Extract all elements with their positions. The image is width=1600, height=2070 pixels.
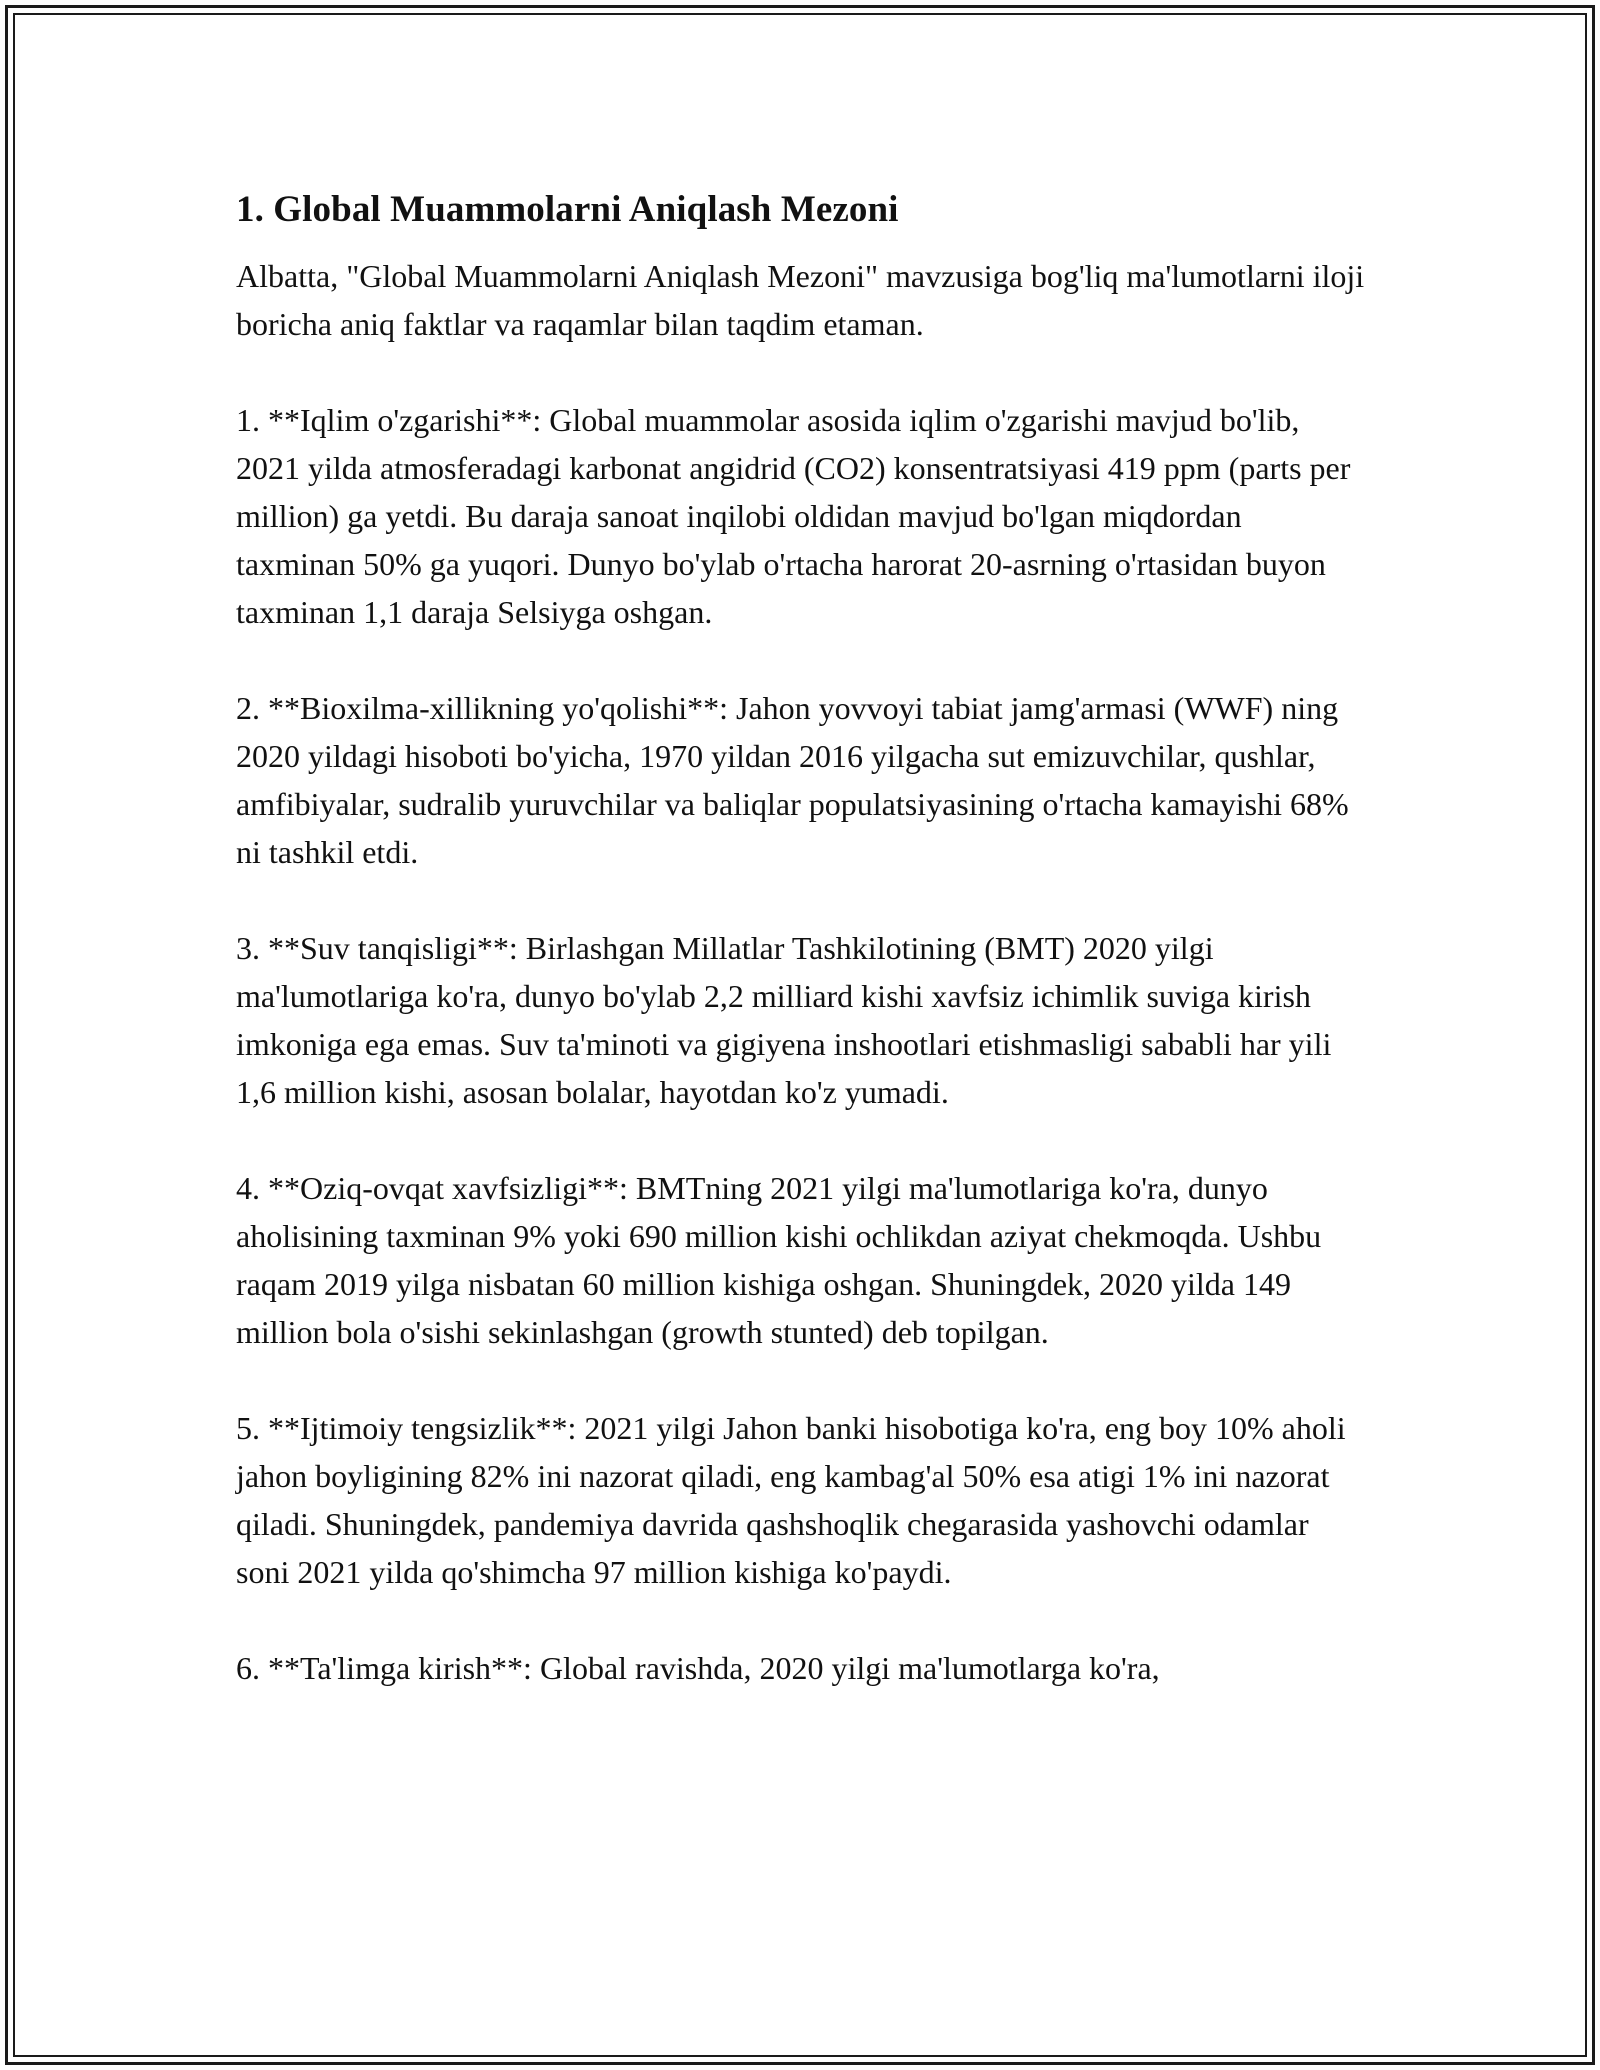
list-item-education-access: 6. **Ta'limga kirish**: Global ravishda, 2020 yilgi ma'lumotlarga ko'ra, [236, 1650, 1160, 1686]
list-item-climate-change: 1. **Iqlim o'zgarishi**: Global muammolar asosida iqlim o'zgarishi mavjud bo'lib, 2021 yilda atmosferadagi karbonat angidrid (CO2) konsentratsiyasi 419 ppm (parts per million) ga yetdi. Bu daraja sanoat inqilobi oldidan mavjud bo'lgan miqdordan taxminan 50% ga yuqori. Dunyo bo'ylab o'rtacha harorat 20-asrning o'rtasidan buyon taxminan 1,1 daraja Selsiyga oshgan. [236, 402, 1351, 630]
list-item-social-inequality: 5. **Ijtimoiy tengsizlik**: 2021 yilgi Jahon banki hisobotiga ko'ra, eng boy 10% aholi jahon boyligining 82% ini nazorat qiladi, eng kambag'al 50% esa atigi 1% ini nazorat qiladi. Shuningdek, pandemiya davrida qashshoqlik chegarasida yashovchi odamlar soni 2021 yilda qo'shimcha 97 million kishiga ko'paydi. [236, 1410, 1346, 1590]
list-item-food-security: 4. **Oziq-ovqat xavfsizligi**: BMTning 2021 yilgi ma'lumotlariga ko'ra, dunyo aholisining taxminan 9% yoki 690 million kishi ochlikdan aziyat chekmoqda. Ushbu raqam 2019 yilga nisbatan 60 million kishiga oshgan. Shuningdek, 2020 yilda 149 million bola o'sishi sekinlashgan (growth stunted) deb topilgan. [236, 1170, 1322, 1350]
document-title: 1. Global Muammolarni Aniqlash Mezoni [236, 189, 899, 230]
intro-paragraph: Albatta, "Global Muammolarni Aniqlash Mezoni" mavzusiga bog'liq ma'lumotlarni iloji boricha aniq faktlar va raqamlar bilan taqdim etaman. [236, 258, 1365, 342]
list-item-water-scarcity: 3. **Suv tanqisligi**: Birlashgan Millatlar Tashkilotining (BMT) 2020 yilgi ma'lumotlariga ko'ra, dunyo bo'ylab 2,2 milliard kishi xavfsiz ichimlik suviga kirish imkoniga ega emas. Suv ta'minoti va gigiyena inshootlari etishmasligi sababli har yili 1,6 million kishi, asosan bolalar, hayotdan ko'z yumadi. [236, 930, 1332, 1110]
list-item-biodiversity-loss: 2. **Bioxilma-xillikning yo'qolishi**: Jahon yovvoyi tabiat jamg'armasi (WWF) ning 2020 yildagi hisoboti bo'yicha, 1970 yildan 2016 yilgacha sut emizuvchilar, qushlar, amfibiyalar, sudralib yuruvchilar va baliqlar populatsiyasining o'rtacha kamayishi 68% ni tashkil etdi. [236, 690, 1349, 870]
document-body [236, 186, 1366, 1692]
